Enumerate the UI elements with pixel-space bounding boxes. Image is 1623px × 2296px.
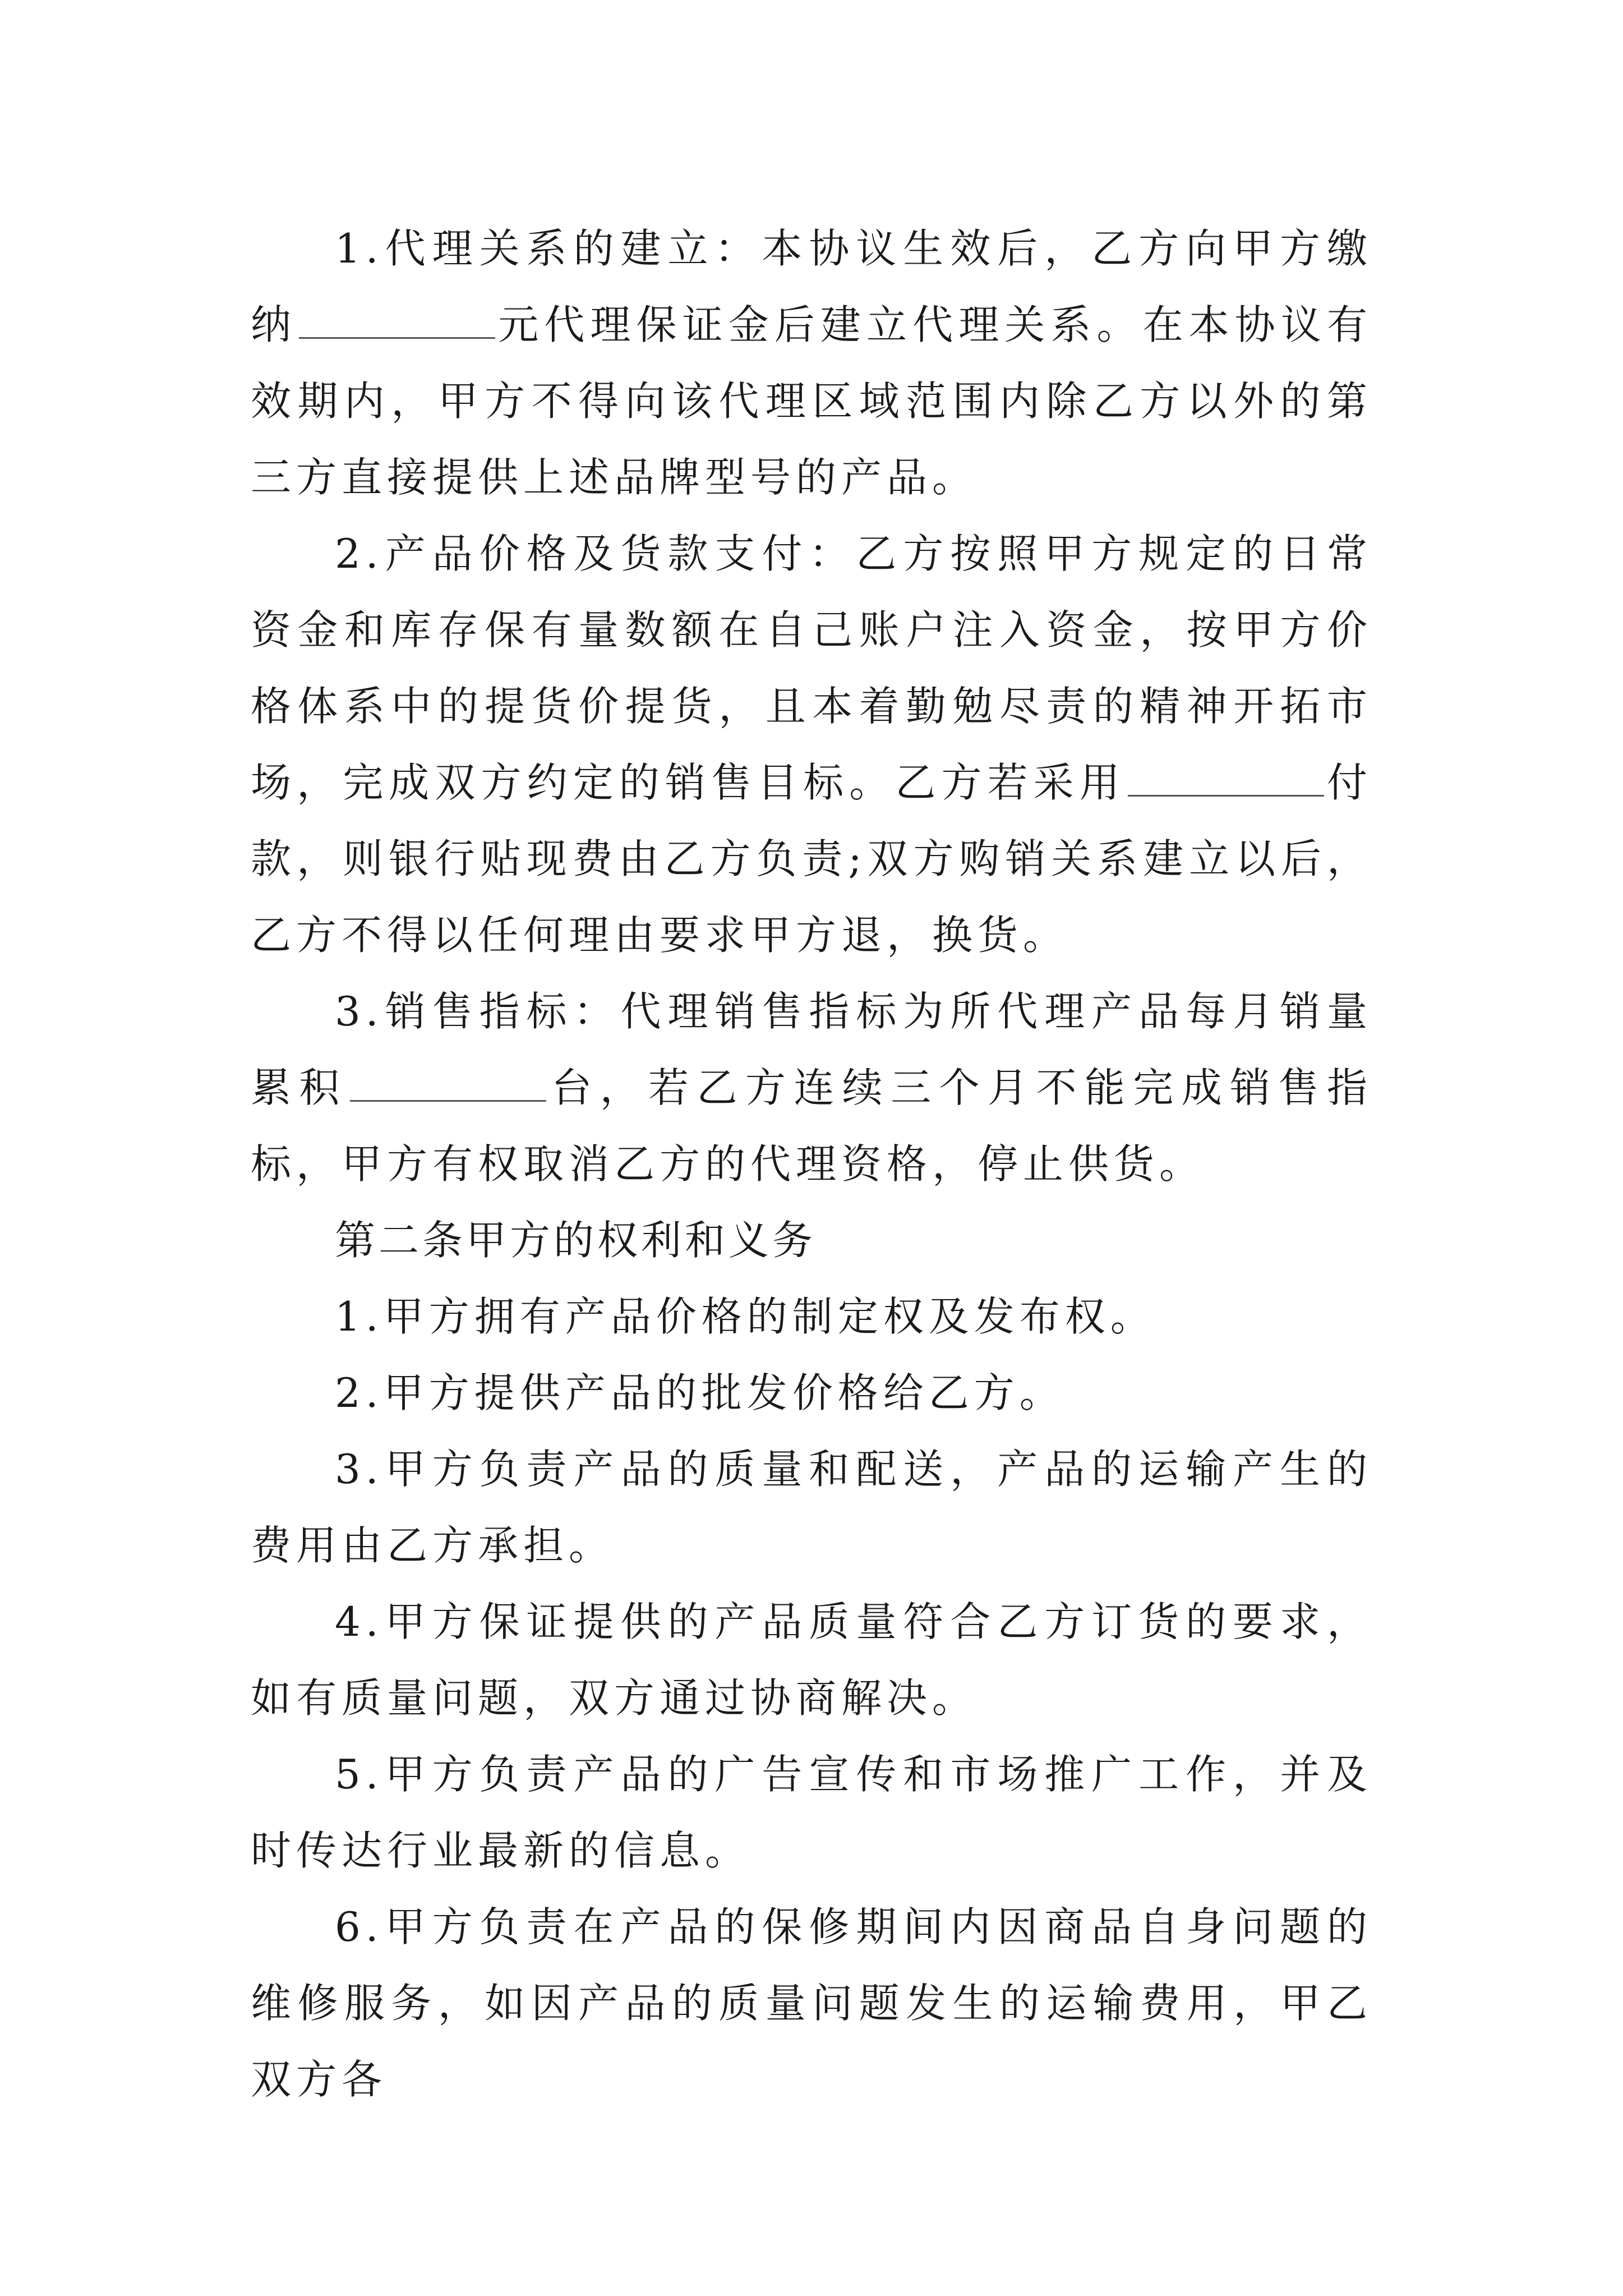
paragraph-agency-establishment [251,210,1372,516]
list-item: 6.甲方负责在产品的保修期间内因商品自身问题的维修服务，如因产品的质量问题发生的运输费用，甲乙双方各 [251,1903,1372,2103]
list-item: 3.甲方负责产品的质量和配送，产品的运输产生的费用由乙方承担。 [251,1446,1372,1569]
paragraph-text: 3.销售指标：代理销售指标为所代理产品每月销量累积 [251,988,1372,1111]
paragraph-text: 台，若乙方连续三个月不能完成销售指标，甲方有权取消乙方的代理资格，停止供货。 [251,1064,1372,1188]
paragraph-sales-target [251,973,1372,1202]
section-heading: 第二条甲方的权利和义务 [335,1217,817,1264]
paragraph-text: 元代理保证金后建立代理关系。在本协议有效期内，甲方不得向该代理区域范围内除乙方以外的第三方直接提供上述品牌型号的产品。 [251,301,1372,501]
paragraph-text: 付款，则银行贴现费由乙方负责;双方购销关系建立以后，乙方不得以任何理由要求甲方退，换货。 [251,759,1372,959]
list-item: 5.甲方负责产品的广告宣传和市场推广工作，并及时传达行业最新的信息。 [251,1751,1372,1874]
blank-units-count [350,1098,546,1102]
paragraph-text: 1.代理关系的建立：本协议生效后，乙方向甲方缴纳 [251,225,1372,348]
paragraph-price-payment [251,516,1372,973]
list-item: 2.甲方提供产品的批发价格给乙方。 [335,1369,1065,1416]
document-page [251,210,1372,2118]
blank-deposit-amount [299,335,495,339]
list-item: 1.甲方拥有产品价格的制定权及发布权。 [335,1293,1156,1340]
list-item: 4.甲方保证提供的产品质量符合乙方订货的要求，如有质量问题，双方通过协商解决。 [251,1598,1372,1722]
paragraph-text: 2.产品价格及货款支付：乙方按照甲方规定的日常资金和库存保有量数额在自己账户注入资金，按甲方价格体系中的提货价提货，且本着勤勉尽责的精神开拓市场，完成双方约定的销售目标。乙方若采用 [251,530,1372,806]
blank-payment-method [1128,793,1324,797]
